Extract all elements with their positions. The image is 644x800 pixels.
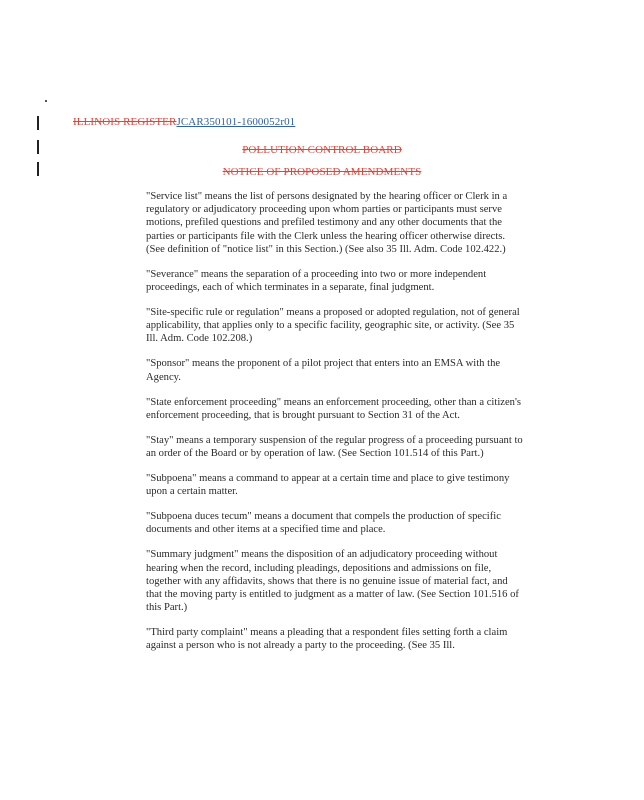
definition-paragraph: "Third party complaint" means a pleading that a respondent files setting forth a claim against a person who is not already a party to the proceeding. (See 35 Ill. [146, 627, 508, 652]
register-header [73, 116, 295, 128]
notice-title [0, 166, 644, 178]
definition-paragraph: "State enforcement proceeding" means an enforcement proceeding, other than a citizen's enforcement proceeding, that is brought pursuant to Section 31 of the Act. [146, 396, 521, 421]
board-title-text: POLLUTION CONTROL BOARD [242, 144, 402, 156]
definition-paragraph: "Subpoena" means a command to appear at a certain time and place to give testimony upon a certain matter. [146, 473, 510, 498]
definition-paragraph: "Severance" means the separation of a proceeding into two or more independent proceedings, each of which terminates in a separate, final judgment. [146, 268, 487, 294]
definition-paragraph: "Site-specific rule or regulation" means a proposed or adopted regulation, not of general applicability, that applies only to a specific facility, geographic site, or activity. (See 35 Ill. Adm. Code 102.208.) [146, 307, 520, 345]
definition-paragraph: "Summary judgment" means the disposition of an adjudicatory proceeding without hearing when the record, including pleadings, depositions and admissions on file, together with any affidavits, shows that there is no genuine issue of material fact, and that the moving party is entitled to judgment as a matter of law. (See Section 101.516 of this Part.) [146, 549, 519, 614]
notice-title-text: NOTICE OF PROPOSED AMENDMENTS [222, 166, 422, 178]
register-struck: ILLINOIS REGISTER [73, 116, 177, 128]
definition-paragraph: "Stay" means a temporary suspension of the regular progress of a proceeding pursuant to an order of the Board or by operation of law. (See Section 101.514 of this Part.) [146, 434, 523, 460]
margin-mark [45, 100, 47, 102]
change-bar [37, 116, 39, 130]
board-title [0, 144, 644, 156]
definitions-body [146, 190, 526, 664]
register-inserted: JCAR350101-1600052r01 [176, 116, 296, 128]
definition-paragraph: "Subpoena duces tecum" means a document that compels the production of specific documents and other items at a specified time and place. [146, 511, 501, 536]
definition-paragraph: "Service list" means the list of persons designated by the hearing officer or Clerk in a regulatory or adjudicatory proceeding upon whom parties or participants must serve motions, prefiled questions and prefiled testimony and any other documents that the parties or participants file with the Clerk unless the hearing officer otherwise directs. (See definition of "notice list" in this Section.) (See also 35 Ill. Adm. Code 102.422.) [146, 191, 508, 255]
definition-paragraph: "Sponsor" means the proponent of a pilot project that enters into an EMSA with the Agency. [146, 358, 501, 383]
